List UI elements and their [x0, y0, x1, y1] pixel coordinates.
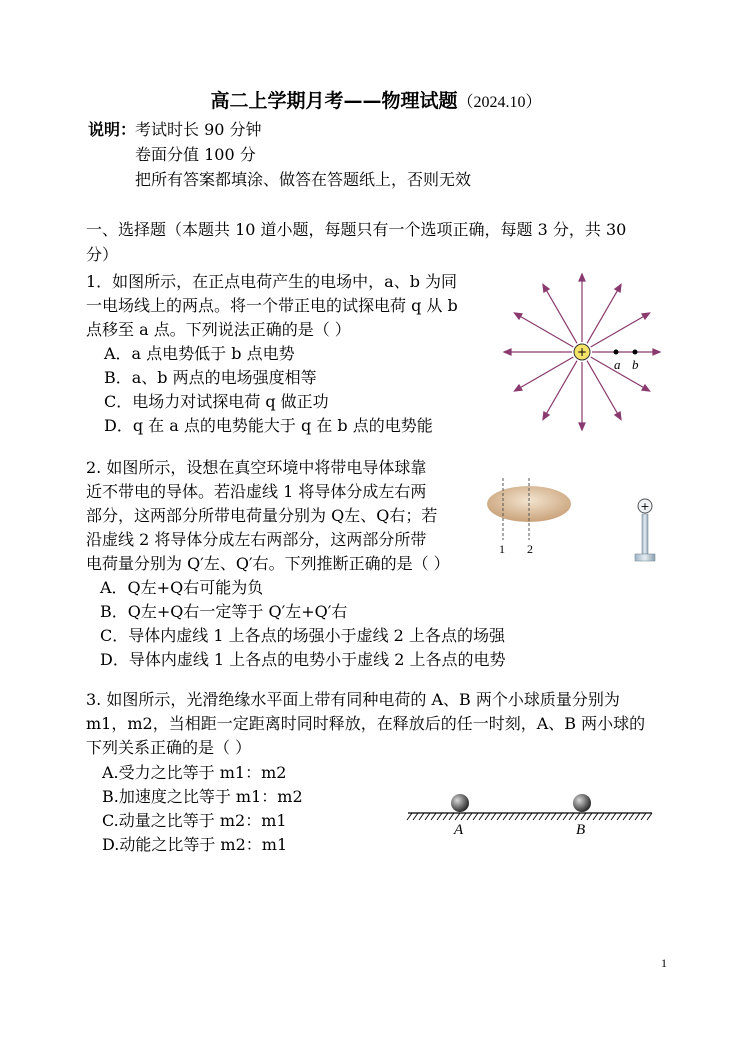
hatch-mark [569, 813, 574, 820]
hatch-mark [509, 813, 514, 820]
q3-option-a: A.受力之比等于 m1：m2 [102, 763, 287, 782]
title-date: （2024.10） [457, 94, 542, 111]
hatch-mark [485, 813, 490, 820]
hatch-mark [599, 813, 604, 820]
q3-stem-line: 下列关系正确的是（ ） [86, 738, 252, 757]
hatch-mark [431, 813, 436, 820]
q1-option-d: D．q 在 a 点的电势能大于 q 在 b 点的电势能 [104, 416, 433, 435]
hatch-mark [629, 813, 634, 820]
field-arrowhead [514, 385, 522, 391]
q3-stem-line: 3. 如图所示，光滑绝缘水平面上带有同种电荷的 A、B 两个小球质量分别为 [86, 690, 620, 709]
q1-stem-line: 点移至 a 点。下列说法正确的是（ ） [86, 320, 351, 339]
field-arrowhead [642, 313, 650, 319]
hatch-mark [545, 813, 550, 820]
hatch-mark [563, 813, 568, 820]
charge-plus-sign: + [576, 345, 588, 359]
hatch-mark [641, 813, 646, 820]
field-arrowhead [504, 349, 511, 355]
hatch-mark [455, 813, 460, 820]
field-line [591, 313, 650, 347]
hatch-mark [413, 813, 418, 820]
label-b: b [632, 357, 639, 372]
field-line [514, 313, 573, 347]
hatch-mark [587, 813, 592, 820]
q1-stem-line: 一电场线上的两点。将一个带正电的试探电荷 q 从 b [86, 296, 458, 315]
q1-field-diagram [500, 264, 666, 432]
insulating-stand [642, 514, 648, 554]
q1-stem-line: 1．如图所示，在正点电荷产生的电场中，a、b 为同 [86, 272, 458, 291]
hatch-mark [491, 813, 496, 820]
field-arrowhead [579, 274, 585, 281]
note-line: 把所有答案都填涂、做答在答题纸上，否则无效 [135, 170, 472, 189]
hatch-mark [551, 813, 556, 820]
field-arrowhead [642, 385, 650, 391]
hatch-mark [437, 813, 442, 820]
q2-option-b: B．Q左+Q右一定等于 Q′左+Q′右 [100, 602, 348, 621]
surface-hatching [407, 813, 652, 820]
q2-stem-line: 部分，这两部分所带电荷量分别为 Q左、Q右；若 [86, 506, 438, 525]
q1-option-b: B．a、b 两点的电场强度相等 [104, 368, 317, 387]
hatch-mark [581, 813, 586, 820]
hatch-mark [575, 813, 580, 820]
hatch-mark [533, 813, 538, 820]
field-line [543, 361, 577, 420]
field-line [587, 284, 621, 343]
note-line: 考试时长 90 分钟 [135, 120, 262, 139]
page-title [0, 86, 752, 113]
ball-b [573, 794, 591, 812]
hatch-mark [539, 813, 544, 820]
note-line: 卷面分值 100 分 [135, 145, 256, 164]
section-heading: 一、选择题（本题共 10 道小题，每题只有一个选项正确，每题 3 分，共 30 [86, 220, 627, 239]
field-arrowhead [543, 412, 549, 420]
hatch-mark [635, 813, 640, 820]
field-line [543, 284, 577, 343]
ball-a [451, 794, 469, 812]
q2-stem-line: 沿虚线 2 将导体分成左右两部分，这两部分所带 [86, 530, 427, 549]
hatch-mark [647, 813, 652, 820]
hatch-mark [617, 813, 622, 820]
sphere-plus-sign: + [640, 500, 650, 513]
hatch-mark [623, 813, 628, 820]
hatch-mark [425, 813, 430, 820]
stand-base [635, 554, 655, 561]
hatch-mark [467, 813, 472, 820]
hatch-mark [473, 813, 478, 820]
point-a [614, 350, 619, 355]
q2-option-c: C．导体内虚线 1 上各点的场强小于虚线 2 上各点的场强 [100, 626, 505, 645]
section-heading-cont: 分） [86, 245, 119, 264]
field-arrowhead [543, 284, 549, 292]
q2-option-a: A．Q左+Q右可能为负 [100, 578, 264, 597]
line-label-2: 2 [527, 542, 533, 556]
q3-option-d: D.动能之比等于 m2：m1 [102, 835, 288, 854]
hatch-mark [527, 813, 532, 820]
q2-conductor-diagram [482, 478, 672, 568]
field-line [514, 357, 573, 391]
label-ball-a: A [454, 822, 464, 838]
page-number: 1 [661, 956, 667, 970]
hatch-mark [419, 813, 424, 820]
q2-stem-line: 电荷量分别为 Q′左、Q′右。下列推断正确的是（ ） [86, 554, 450, 573]
q3-option-c: C.动量之比等于 m2：m1 [102, 811, 287, 830]
hatch-mark [521, 813, 526, 820]
field-arrowhead [514, 313, 522, 319]
q1-option-a: A．a 点电势低于 b 点电势 [104, 344, 295, 363]
q2-stem-line: 近不带电的导体。若沿虚线 1 将导体分成左右两 [86, 482, 427, 501]
q3-stem-line: m1，m2，当相距一定距离时同时释放，在释放后的任一时刻，A、B 两小球的 [86, 714, 646, 733]
q1-option-c: C．电场力对试探电荷 q 做正功 [104, 392, 329, 411]
line-label-1: 1 [499, 542, 505, 556]
hatch-mark [461, 813, 466, 820]
hatch-mark [449, 813, 454, 820]
hatch-mark [557, 813, 562, 820]
hatch-mark [443, 813, 448, 820]
hatch-mark [605, 813, 610, 820]
q3-option-b: B.加速度之比等于 m1：m2 [102, 787, 303, 806]
label-ball-b: B [576, 822, 586, 838]
field-arrowhead [615, 284, 621, 292]
title-text: 高二上学期月考——物理试题 [210, 90, 458, 112]
field-arrowhead [579, 423, 585, 430]
hatch-mark [497, 813, 502, 820]
notes-label: 说明： [88, 120, 137, 139]
q3-balls-diagram [406, 790, 656, 840]
hatch-mark [515, 813, 520, 820]
hatch-mark [503, 813, 508, 820]
hatch-mark [593, 813, 598, 820]
field-arrowhead [653, 349, 660, 355]
label-a: a [614, 357, 621, 372]
field-arrowhead [615, 412, 621, 420]
point-b [633, 350, 638, 355]
q2-stem-line: 2. 如图所示，设想在真空环境中将带电导体球靠 [86, 458, 427, 477]
q2-option-d: D．导体内虚线 1 上各点的电势小于虚线 2 上各点的电势 [100, 650, 506, 669]
hatch-mark [407, 813, 412, 820]
hatch-mark [611, 813, 616, 820]
hatch-mark [479, 813, 484, 820]
